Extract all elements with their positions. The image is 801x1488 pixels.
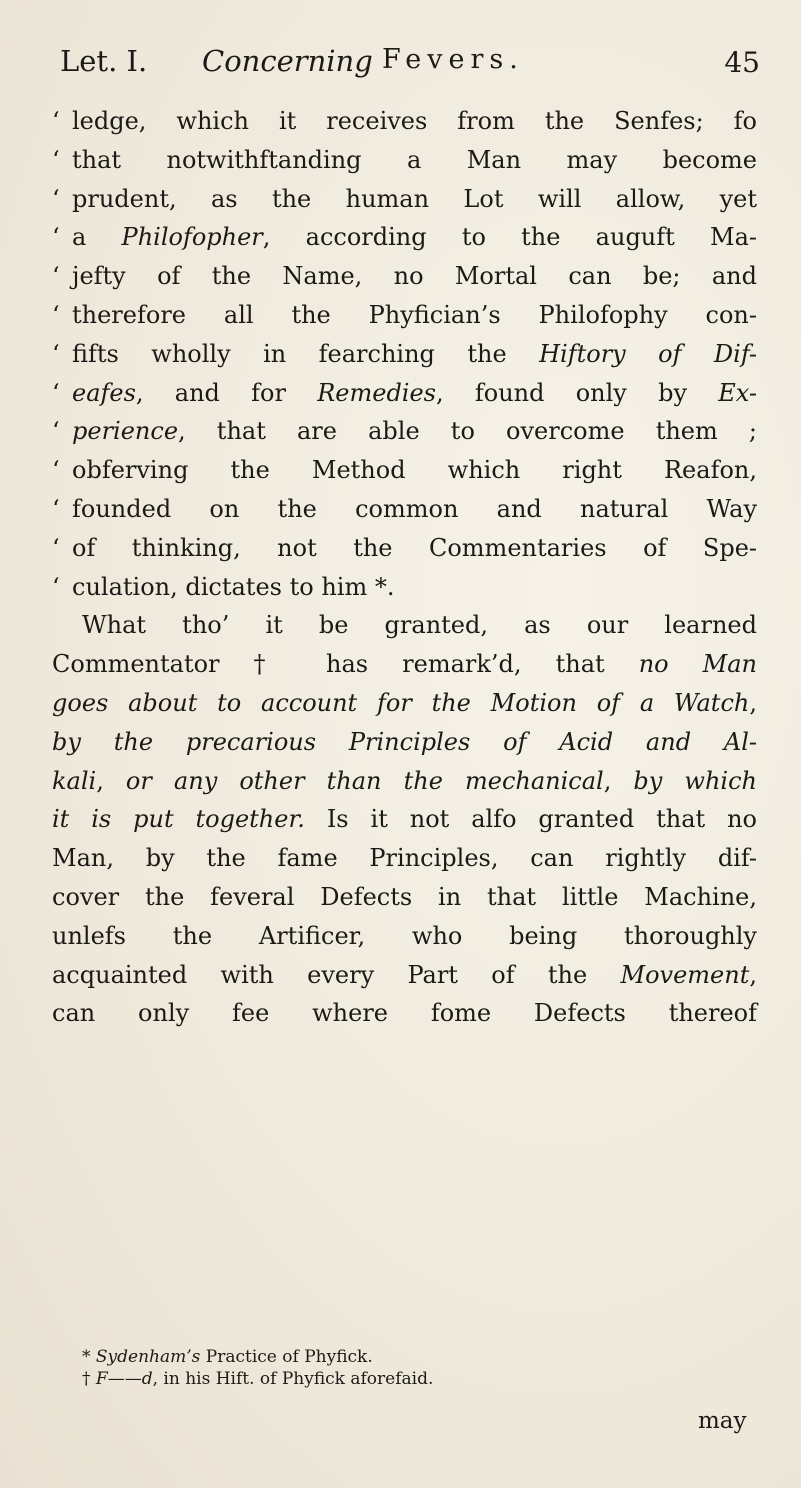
- footnote-1-mark: *: [82, 1347, 96, 1367]
- text-line: [52, 568, 757, 607]
- italic-text: Hiftory of Dif-: [539, 339, 757, 368]
- italic-text: perience: [72, 417, 179, 446]
- header-fevers: Fevers.: [382, 44, 524, 75]
- text-line: [52, 723, 757, 762]
- italic-text: eafes: [72, 378, 136, 407]
- footnote-1: [82, 1346, 732, 1368]
- text-line: [52, 956, 757, 995]
- line-text: fifts wholly in fearching the: [72, 339, 540, 368]
- footnote-2-author: F——d: [95, 1369, 153, 1389]
- italic-text: no Man: [638, 650, 757, 679]
- text-line: [52, 606, 757, 645]
- text-line: [52, 257, 757, 296]
- text-line: [52, 490, 757, 529]
- quote-mark: ‘: [52, 456, 60, 485]
- italic-text: it is put together.: [52, 805, 305, 834]
- italic-text: Philofopher: [121, 223, 263, 252]
- quote-mark: ‘: [52, 107, 60, 135]
- letter-number: Let. I.: [60, 44, 148, 78]
- text-line: [52, 878, 757, 917]
- line-text: ,: [603, 766, 634, 795]
- footnote-1-text: Practice of Phyfick.: [200, 1347, 373, 1367]
- quote-mark: ‘: [52, 339, 60, 368]
- text-line: [52, 645, 757, 684]
- quote-mark: ‘: [52, 300, 60, 329]
- italic-text: Ex-: [718, 378, 757, 407]
- line-text: ledge, which it receives from the Senfes; fo: [72, 107, 757, 135]
- footnote-2: [82, 1368, 732, 1390]
- text-line: [52, 218, 757, 257]
- quote-mark: ‘: [52, 378, 60, 407]
- quote-mark: ‘: [52, 572, 60, 601]
- text-line: [52, 296, 757, 335]
- line-text: prudent, as the human Lot will allow, yet: [72, 184, 757, 213]
- italic-text: or any other than the mechanical: [125, 766, 604, 795]
- line-text: What tho’ it be granted, as our learned: [82, 611, 757, 640]
- line-text: that notwithftanding a Man may become: [72, 145, 757, 174]
- header-concerning: Concerning: [202, 44, 373, 78]
- body-text: [52, 102, 757, 1033]
- footnote-2-text: , in his Hift. of Phyfick aforefaid.: [152, 1369, 434, 1389]
- line-text: ,: [749, 688, 757, 717]
- text-line: [52, 684, 757, 723]
- catchword: may: [698, 1408, 747, 1434]
- text-line: [52, 374, 757, 413]
- running-header: [60, 44, 760, 94]
- text-line: [52, 102, 757, 141]
- quote-mark: ‘: [52, 184, 60, 213]
- text-line: [52, 917, 757, 956]
- text-line: [52, 994, 757, 1033]
- line-text: , found only by: [436, 378, 719, 407]
- line-text: of thinking, not the Commentaries of Spe-: [72, 533, 757, 562]
- text-line: [52, 762, 757, 801]
- line-text: can only fee where fome Defects thereof: [52, 999, 757, 1028]
- text-line: [52, 180, 757, 219]
- line-text: founded on the common and natural Way: [72, 494, 757, 523]
- footnote-1-author: Sydenham’s: [95, 1347, 201, 1367]
- line-text: , and for: [135, 378, 318, 407]
- line-text: , that are able to overcome them ;: [178, 417, 757, 446]
- text-line: [52, 141, 757, 180]
- footnote-2-mark: †: [82, 1369, 96, 1389]
- italic-text: Movement: [620, 960, 750, 989]
- line-text: cover the feveral Defects in that little Machine,: [52, 882, 757, 911]
- footnotes: [82, 1346, 732, 1390]
- line-text: Man, by the fame Principles, can rightly dif-: [52, 844, 757, 873]
- text-line: [52, 451, 757, 490]
- line-text: unlefs the Artificer, who being thoroughly: [52, 921, 757, 950]
- line-text: Commentator † has remark’d, that: [52, 650, 639, 679]
- line-text: , according to the auguft Ma-: [262, 223, 758, 252]
- quote-mark: ‘: [52, 262, 60, 291]
- quote-mark: ‘: [52, 145, 60, 174]
- quote-mark: ‘: [52, 417, 60, 446]
- line-text: acquainted with every Part of the: [52, 960, 621, 989]
- line-text: therefore all the Phyfician’s Philofophy con-: [72, 300, 757, 329]
- line-text: culation, dictates to him *.: [72, 572, 395, 601]
- line-text: ,: [749, 960, 757, 989]
- italic-text: goes about to account for the Motion of a Watch: [52, 688, 750, 717]
- line-text: obferving the Method which right Reafon,: [72, 456, 757, 485]
- quote-mark: ‘: [52, 533, 60, 562]
- text-line: [52, 335, 757, 374]
- italic-text: by which: [633, 766, 757, 795]
- text-line: [52, 529, 757, 568]
- page-number: 45: [724, 46, 760, 79]
- line-text: Is it not alfo granted that no: [304, 805, 757, 834]
- italic-text: Remedies: [317, 378, 436, 407]
- line-text: ,: [96, 766, 126, 795]
- italic-text: kali: [52, 766, 97, 795]
- quote-mark: ‘: [52, 223, 60, 252]
- line-text: a: [72, 223, 122, 252]
- italic-text: by the precarious Principles of Acid and Al-: [52, 727, 757, 756]
- text-line: [52, 412, 757, 451]
- text-line: [52, 800, 757, 839]
- quote-mark: ‘: [52, 494, 60, 523]
- text-line: [52, 839, 757, 878]
- line-text: jefty of the Name, no Mortal can be; and: [72, 262, 757, 291]
